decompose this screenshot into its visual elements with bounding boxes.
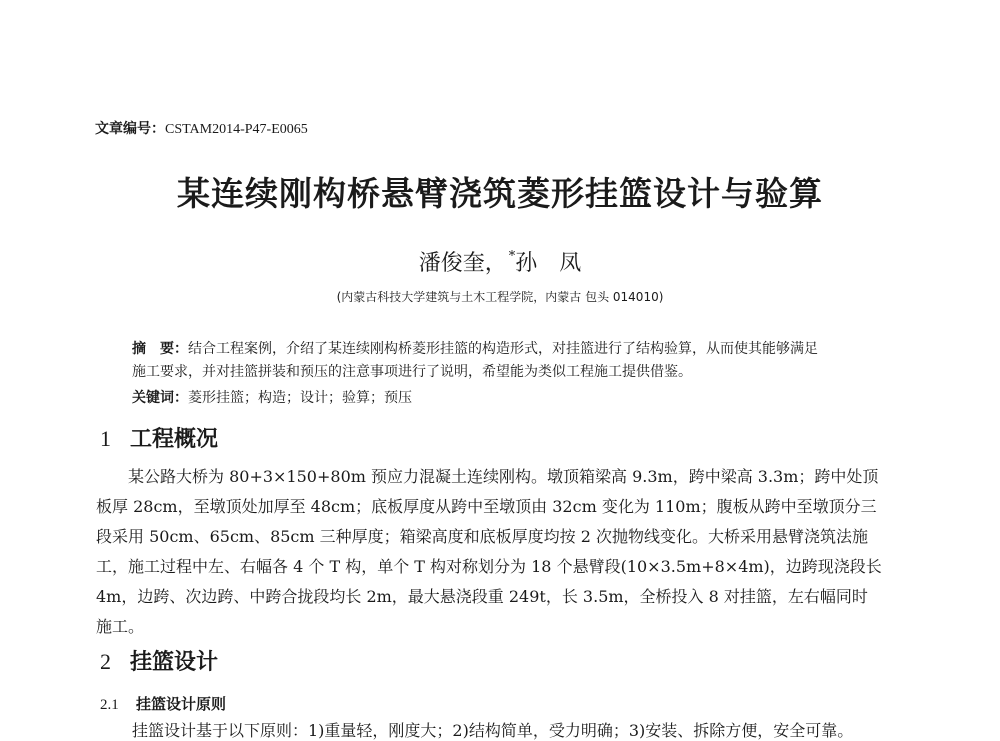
section-1-number: 1 [100,426,111,451]
article-number [95,118,308,138]
body-line: 工，施工过程中左、右幅各 4 个 T 构，单个 T 构对称划分为 18 个悬臂段(10×3.5m+8×4m)，边跨现浇段长 [96,557,882,576]
article-number-value: CSTAM2014-P47-E0065 [165,122,308,137]
subsection-2-1-title: 挂篮设计原则 [136,695,227,713]
keywords [132,387,412,407]
authors [0,246,1000,277]
corresponding-author-mark: * [508,249,516,264]
body-line: 某公路大桥为 80+3×150+80m 预应力混凝土连续刚构。墩顶箱梁高 9.3m，跨中梁高 3.3m；跨中处顶 [96,467,879,486]
abstract-label: 摘 要： [132,341,188,357]
keywords-text: 菱形挂篮；构造；设计；验算；预压 [188,390,412,406]
author-1: 潘俊奎， [418,251,507,276]
body-line: 施工。 [96,617,145,636]
body-line: 4m，边跨、次边跨、中跨合拢段均长 2m，最大悬浇段重 249t，长 3.5m，全桥投入 8 对挂篮，左右幅同时 [96,587,868,606]
affiliation: (内蒙古科技大学建筑与土木工程学院，内蒙古 包头 014010) [336,290,664,304]
section-1-title: 工程概况 [130,427,219,452]
keywords-label: 关键词： [132,390,188,406]
author-2: 孙 凤 [515,251,582,276]
section-2-heading [100,645,218,676]
abstract-line-2: 施工要求，并对挂篮拼装和预压的注意事项进行了说明，希望能为类似工程施工提供借鉴。 [132,364,692,380]
abstract-text-1: 结合工程案例，介绍了某连续刚构桥菱形挂篮的构造形式，对挂篮进行了结构验算，从而使其能够满足 [188,341,818,357]
body-line: 段采用 50cm、65cm、85cm 三种厚度；箱梁高度和底板厚度均按 2 次抛物线变化。大桥采用悬臂浇筑法施 [96,527,869,546]
subsection-2-1-body: 挂篮设计基于以下原则：1)重量轻，刚度大；2)结构简单，受力明确；3)安装、拆除方便，安全可靠。 [132,721,854,740]
subsection-2-1-number: 2.1 [100,697,119,713]
section-1-heading [100,422,218,453]
section-1-body [96,462,916,642]
section-2-title: 挂篮设计 [130,650,219,675]
body-line: 板厚 28cm，至墩顶处加厚至 48cm；底板厚度从跨中至墩顶由 32cm 变化为 110m；腹板从跨中至墩顶分三 [96,497,877,516]
subsection-2-1-heading [100,693,226,714]
section-2-number: 2 [100,649,111,674]
paper-title: 某连续刚构桥悬臂浇筑菱形挂篮设计与验算 [177,174,823,213]
abstract-line-1 [132,338,892,361]
article-number-label: 文章编号： [95,121,165,137]
abstract [132,338,892,384]
